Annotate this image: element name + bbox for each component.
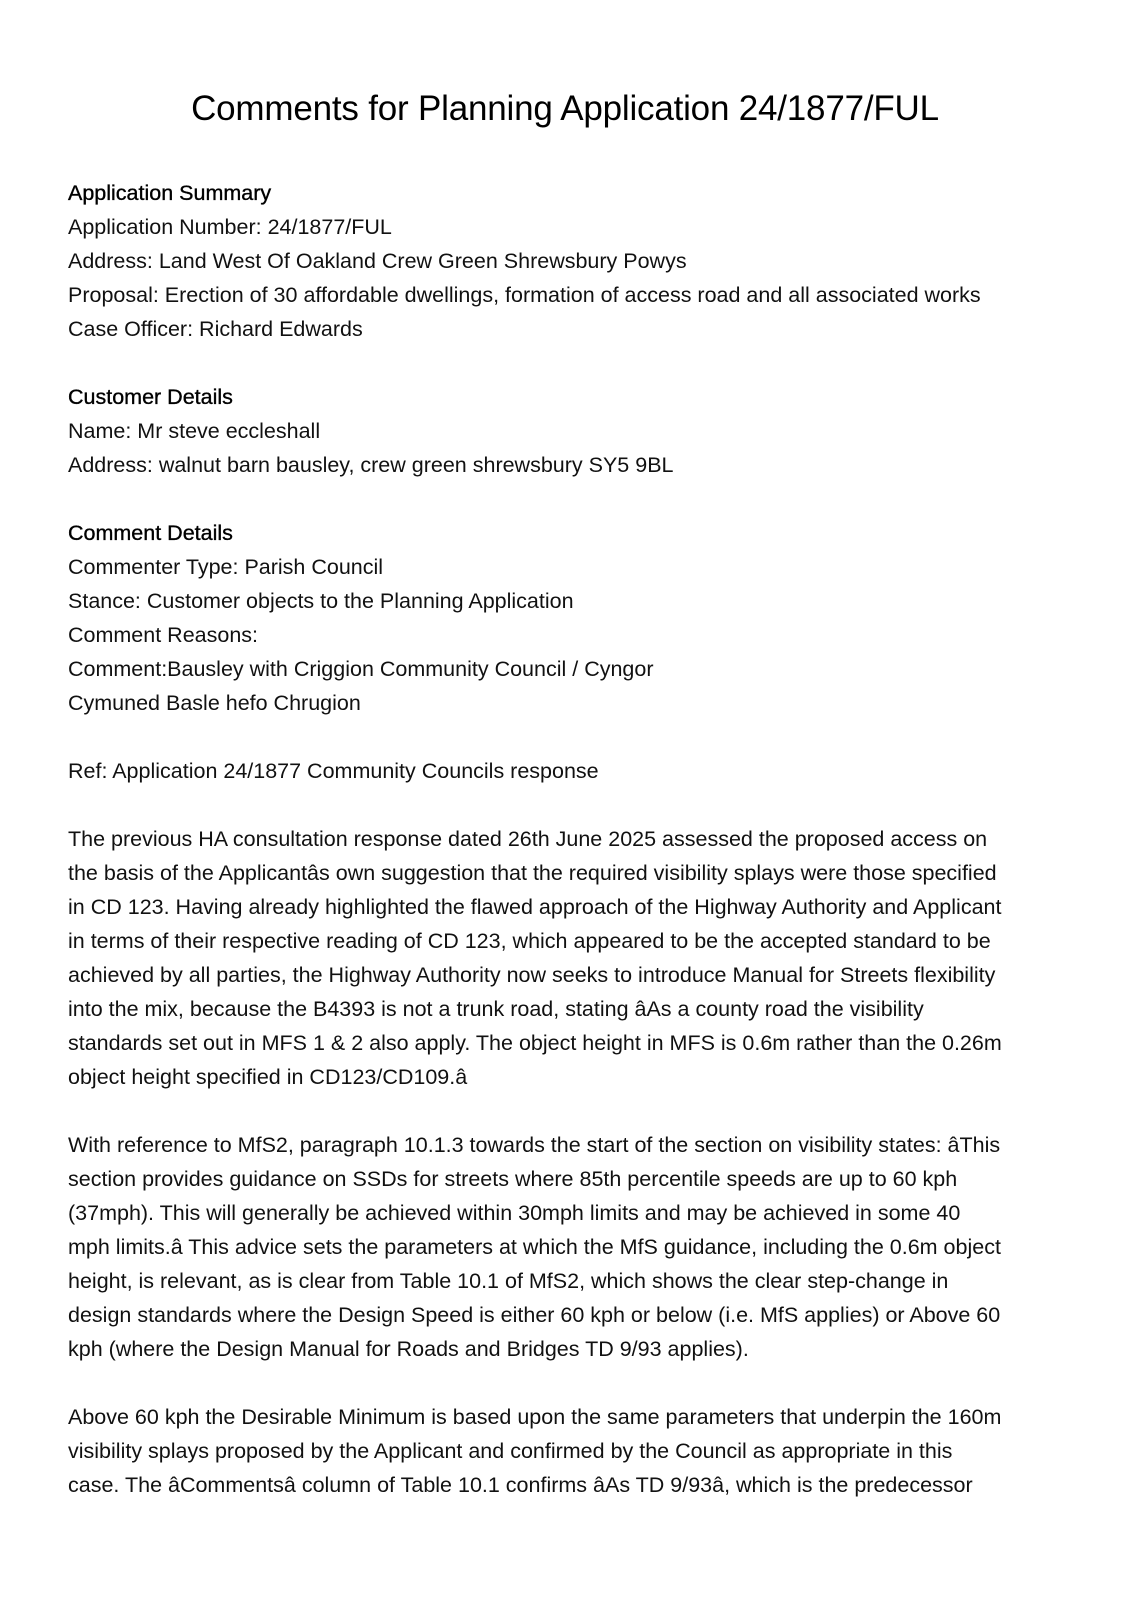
paragraph-line: Above 60 kph the Desirable Minimum is based upon the same parameters that underpin the 160m — [68, 1405, 1002, 1429]
application-number: Application Number: 24/1877/FUL — [68, 215, 392, 239]
paragraph-line: in terms of their respective reading of CD 123, which appeared to be the accepted standard to be — [68, 929, 991, 953]
mfs2-paragraph — [68, 1128, 1062, 1366]
comment-reasons: Comment Reasons: — [68, 623, 258, 647]
paragraph-line: Ref: Application 24/1877 Community Councils response — [68, 759, 599, 783]
paragraph-line: object height specified in CD123/CD109.â — [68, 1065, 468, 1089]
paragraph-line: the basis of the Applicantâs own suggestion that the required visibility splays were those specified — [68, 861, 997, 885]
paragraph-line: section provides guidance on SSDs for streets where 85th percentile speeds are up to 60 kph — [68, 1167, 958, 1191]
comment-text-line: Cymuned Basle hefo Chrugion — [68, 691, 361, 715]
ha-response-paragraph — [68, 822, 1062, 1094]
paragraph-line: With reference to MfS2, paragraph 10.1.3 towards the start of the section on visibility states: âThis — [68, 1133, 1001, 1157]
customer-address: Address: walnut barn bausley, crew green shrewsbury SY5 9BL — [68, 453, 674, 477]
customer-details-heading: Customer Details — [68, 385, 233, 409]
comment-details-section — [68, 516, 1062, 720]
paragraph-line: design standards where the Design Speed is either 60 kph or below (i.e. MfS applies) or Above 60 — [68, 1303, 1001, 1327]
paragraph-line: case. The âCommentsâ column of Table 10.1 confirms âAs TD 9/93â, which is the predecessor — [68, 1473, 973, 1497]
page-title: Comments for Planning Application 24/1877/FUL — [191, 89, 939, 128]
customer-name: Name: Mr steve eccleshall — [68, 419, 321, 443]
application-summary-section — [68, 176, 1062, 346]
paragraph-line: visibility splays proposed by the Applicant and confirmed by the Council as appropriate in this — [68, 1439, 953, 1463]
application-summary-heading: Application Summary — [68, 181, 272, 205]
desirable-minimum-paragraph — [68, 1400, 1062, 1502]
comment-text-line: Comment:Bausley with Criggion Community Council / Cyngor — [68, 657, 654, 681]
paragraph-line: standards set out in MFS 1 & 2 also apply. The object height in MFS is 0.6m rather than the 0.26m — [68, 1031, 1002, 1055]
paragraph-line: The previous HA consultation response dated 26th June 2025 assessed the proposed access on — [68, 827, 988, 851]
comment-details-heading: Comment Details — [68, 521, 233, 545]
customer-details-section — [68, 380, 1062, 482]
paragraph-line: mph limits.â This advice sets the parameters at which the MfS guidance, including the 0.6m object — [68, 1235, 1001, 1259]
application-address: Address: Land West Of Oakland Crew Green Shrewsbury Powys — [68, 249, 687, 273]
case-officer: Case Officer: Richard Edwards — [68, 317, 363, 341]
paragraph-line: in CD 123. Having already highlighted the flawed approach of the Highway Authority and Applicant — [68, 895, 1002, 919]
comment-stance: Stance: Customer objects to the Planning Application — [68, 589, 574, 613]
application-proposal: Proposal: Erection of 30 affordable dwellings, formation of access road and all associated works — [68, 283, 981, 307]
paragraph-line: (37mph). This will generally be achieved within 30mph limits and may be achieved in some 40 — [68, 1201, 961, 1225]
paragraph-line: achieved by all parties, the Highway Authority now seeks to introduce Manual for Streets flexibility — [68, 963, 996, 987]
paragraph-line: height, is relevant, as is clear from Table 10.1 of MfS2, which shows the clear step-change in — [68, 1269, 949, 1293]
paragraph-line: kph (where the Design Manual for Roads and Bridges TD 9/93 applies). — [68, 1337, 749, 1361]
reference-paragraph — [68, 754, 1062, 788]
commenter-type: Commenter Type: Parish Council — [68, 555, 384, 579]
paragraph-line: into the mix, because the B4393 is not a trunk road, stating âAs a county road the visibility — [68, 997, 924, 1021]
